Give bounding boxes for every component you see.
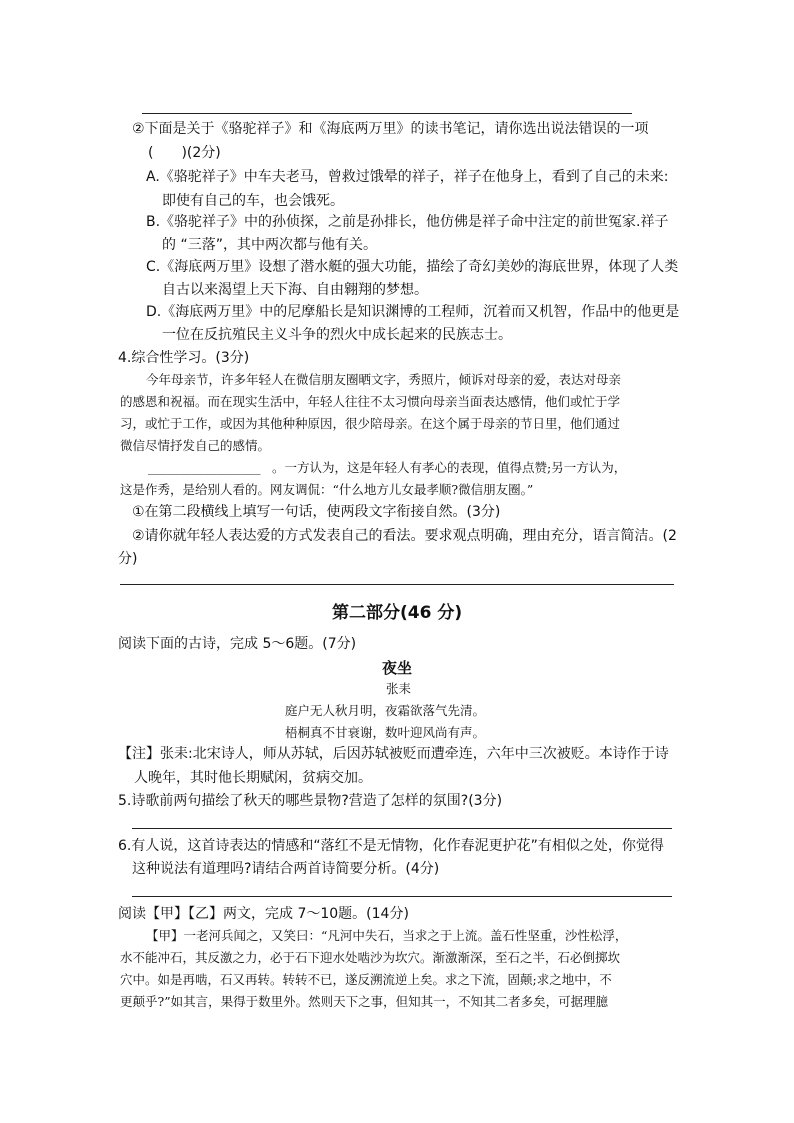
q4-sub2-line1: ②请你就年轻人表达爱的方式发表自己的看法。要求观点明确，理由充分，语言简洁。(2 [132,528,677,544]
q4-title: 4.综合性学习。(3分) [118,350,250,366]
poem-author: 张耒 [386,681,412,696]
q4-para1-line2: 的感恩和祝福。而在现实生活中，年轻人往往不太习惯向母亲当面表达感情，他们或忙于学 [120,394,621,409]
q4-para1-line1: 今年母亲节，许多年轻人在微信朋友圈晒文字，秀照片，倾诉对母亲的爱，表达对母亲 [146,372,622,387]
q4-para1-line4: 微信尽情抒发自己的感情。 [120,438,271,453]
poem-line2: 梧桐真不甘衰谢，数叶迎风尚有声。 [285,725,486,740]
option-b-line2: 的 “三落”，其中两次都与他有关。 [162,237,377,253]
option-b-line1: B.《骆驼祥子》中的孙侦探，之前是孙排长，他仿佛是祥子命中注定的前世冤家.祥子 [146,214,669,230]
poem-intro: 阅读下面的古诗，完成 5～6题。(7分) [118,636,357,652]
question-6-line2: 这种说法有道理吗?请结合两首诗简要分析。(4分) [132,861,440,877]
option-c-line1: C.《海底两万里》设想了潜水艇的强大功能，描绘了奇幻美妙的海底世界，体现了人类 [146,259,679,275]
reading-jia-line4: 更颠乎?”如其言，果得于数里外。然则天下之事，但知其一，不知其二者多矣，可据理臆 [120,994,609,1009]
q4-sub2-line2: 分) [118,551,138,567]
q4-para2-line1: 。一方认为，这是年轻人有孝心的表现，值得点赞;另一方认为， [272,460,627,475]
q4-para2-line2: 这是作秀，是给别人看的。网友调侃：“什么地方儿女最孝顺?微信朋友圈。” [120,482,534,497]
option-d-line1: D.《海底两万里》中的尼摩船长是知识渊博的工程师，沉着而又机智，作品中的他更是 [146,304,680,320]
q4-para2-blank[interactable]: __________________ [148,460,261,475]
option-d-line2: 一位在反抗殖民主义斗争的烈火中成长起来的民族志士。 [162,327,512,343]
question-5: 5.诗歌前两句描绘了秋天的哪些景物?营造了怎样的氛围?(3分) [118,793,503,809]
q3-2-stem-line1: ②下面是关于《骆驼祥子》和《海底两万里》的读书笔记，请你选出说法错误的一项 [132,121,649,137]
poem-title: 夜坐 [382,659,413,677]
reading-jia-line1: 【甲】一老河兵闻之，又笑曰：“凡河中失石，当求之于上流。盖石性坚重，沙性松浮， [146,928,628,943]
reading-intro: 阅读【甲】【乙】两文，完成 7～10题。(14分) [118,906,409,922]
reading-jia-line2: 水不能冲石，其反激之力，必于石下迎水处啮沙为坎穴。渐激渐深，至石之半，石必倒掷坎 [120,950,621,965]
reading-jia-line3: 穴中。如是再啮，石又再转。转转不已，遂反溯流逆上矣。求之下流，固颠;求之地中，不 [120,972,612,987]
poem-line1: 庭户无人秋月明，夜霜欲落气先清。 [285,703,486,718]
note-line1: 【注】张耒:北宋诗人，师从苏轼，后因苏轼被贬而遭牵连，六年中三次被贬。本诗作于诗 [118,746,669,762]
note-line2: 人晚年，其时他长期赋闲，贫病交加。 [134,770,372,786]
answer-line-q6 [132,896,672,897]
answer-line-q4 [120,584,674,585]
part2-heading: 第二部分(46 分) [332,603,463,623]
question-6-line1: 6.有人说，这首诗表达的情感和“落红不是无情物，化作春泥更护花”有相似之处，你觉得 [118,838,664,854]
option-c-line2: 自古以来渴望上天下海、自由翱翔的梦想。 [162,282,428,298]
q4-sub1: ①在第二段横线上填写一句话，使两段文字衔接自然。(3分) [132,504,501,520]
top-divider [142,113,632,114]
q3-2-stem-line2: ( )(2分) [148,145,221,161]
option-a-line1: A.《骆驼祥子》中车夫老马，曾救过饿晕的祥子，祥子在他身上，看到了自己的未来: [146,169,669,185]
q4-para1-line3: 习，或忙于工作，或因为其他种种原因，很少陪母亲。在这个属于母亲的节日里，他们通过 [120,416,621,431]
answer-line-q5 [132,828,672,829]
option-a-line2: 即使有自己的车，也会饿死。 [162,193,344,209]
